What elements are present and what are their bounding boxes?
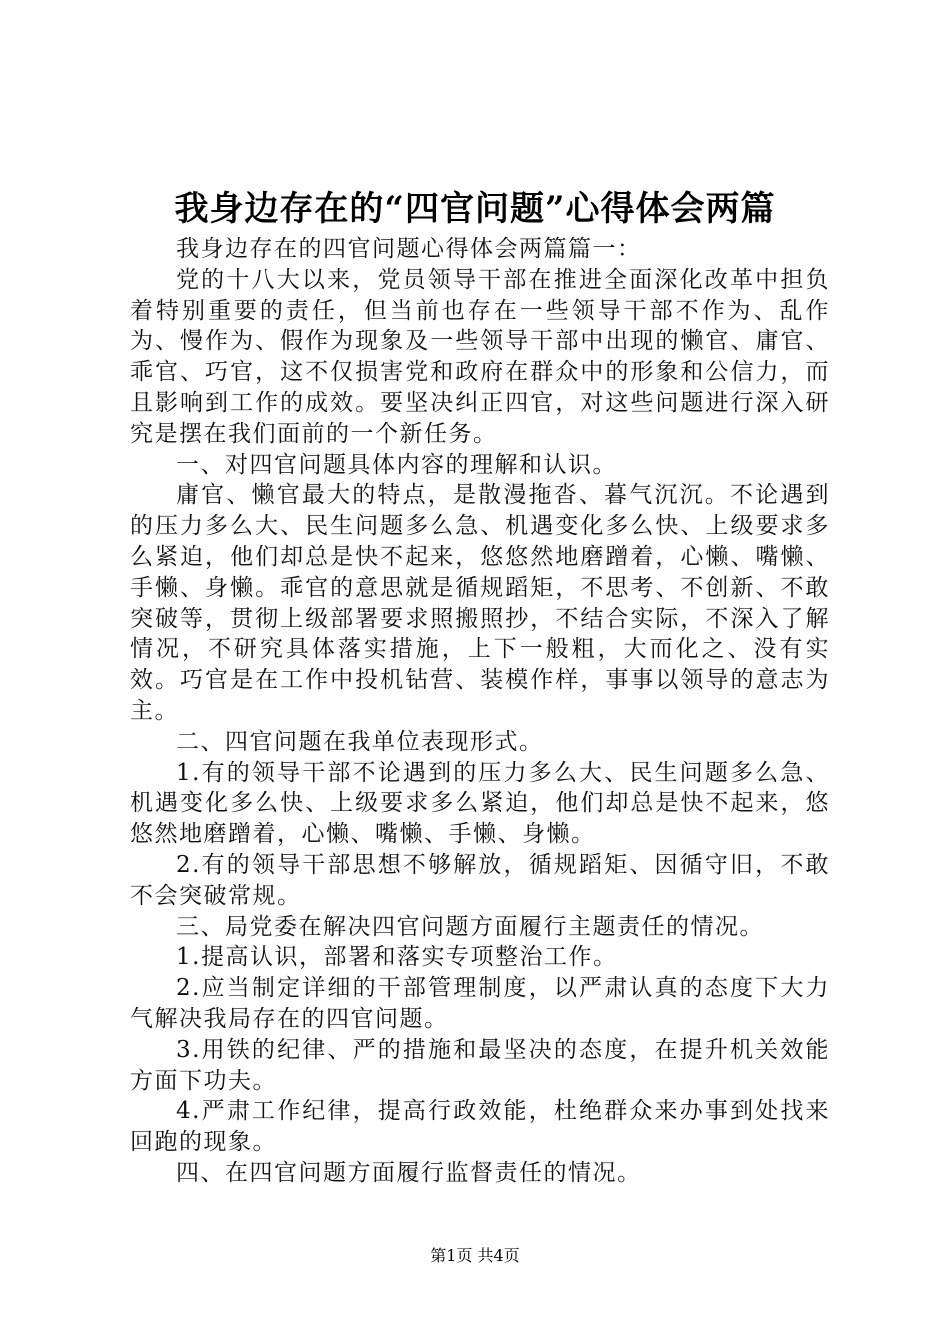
- paragraph: 1.有的领导干部不论遇到的压力多么大、民生问题多么急、机遇变化多么快、上级要求多么紧迫，他们却总是快不起来，悠悠然地磨蹭着，心懒、嘴懒、手懒、身懒。: [130, 759, 830, 848]
- paragraph: 二、四官问题在我单位表现形式。: [176, 728, 544, 755]
- paragraph: 4.严肃工作纪律，提高行政效能，杜绝群众来办事到处找来回跑的现象。: [130, 1098, 830, 1156]
- paragraph: 2.有的领导干部思想不够解放，循规蹈矩、因循守旧，不敢不会突破常规。: [130, 851, 830, 909]
- document-body: [130, 234, 830, 1189]
- page-number-footer: 第1页 共4页: [430, 1246, 520, 1265]
- paragraph: 2.应当制定详细的干部管理制度，以严肃认真的态度下大力气解决我局存在的四官问题。: [130, 975, 830, 1032]
- paragraph: 我身边存在的四官问题心得体会两篇篇一：: [176, 236, 642, 262]
- paragraph: 1.提高认识，部署和落实专项整治工作。: [176, 944, 618, 971]
- paragraph: 四、在四官问题方面履行监督责任的情况。: [176, 1159, 642, 1186]
- paragraph: 3.用铁的纪律、严的措施和最坚决的态度，在提升机关效能方面下功夫。: [130, 1036, 830, 1094]
- paragraph: 庸官、懒官最大的特点，是散漫拖沓、暮气沉沉。不论遇到的压力多么大、民生问题多么急、机遇变化多么快、上级要求多么紧迫，他们却总是快不起来，悠悠然地磨蹭着，心懒、嘴懒、手懒、身懒。乖官的意思就是循规蹈矩，不思考、不创新、不敢突破等，贯彻上级部署要求照搬照抄，不结合实际，不深入了解情况，不研究具体落实措施，上下一般粗，大而化之、没有实效。巧官是在工作中投机钻营、装模作样，事事以领导的意志为主。: [130, 482, 830, 724]
- paragraph: 党的十八大以来，党员领导干部在推进全面深化改革中担负着特别重要的责任，但当前也存在一些领导干部不作为、乱作为、慢作为、假作为现象及一些领导干部中出现的懒官、庸官、乖官、巧官，这不仅损害党和政府在群众中的形象和公信力，而且影响到工作的成效。要坚决纠正四官，对这些问题进行深入研究是摆在我们面前的一个新任务。: [130, 266, 830, 447]
- paragraph: 一、对四官问题具体内容的理解和认识。: [176, 451, 617, 478]
- document-title: 我身边存在的“四官问题”心得体会两篇: [174, 189, 776, 229]
- paragraph: 三、局党委在解决四官问题方面履行主题责任的情况。: [176, 913, 764, 940]
